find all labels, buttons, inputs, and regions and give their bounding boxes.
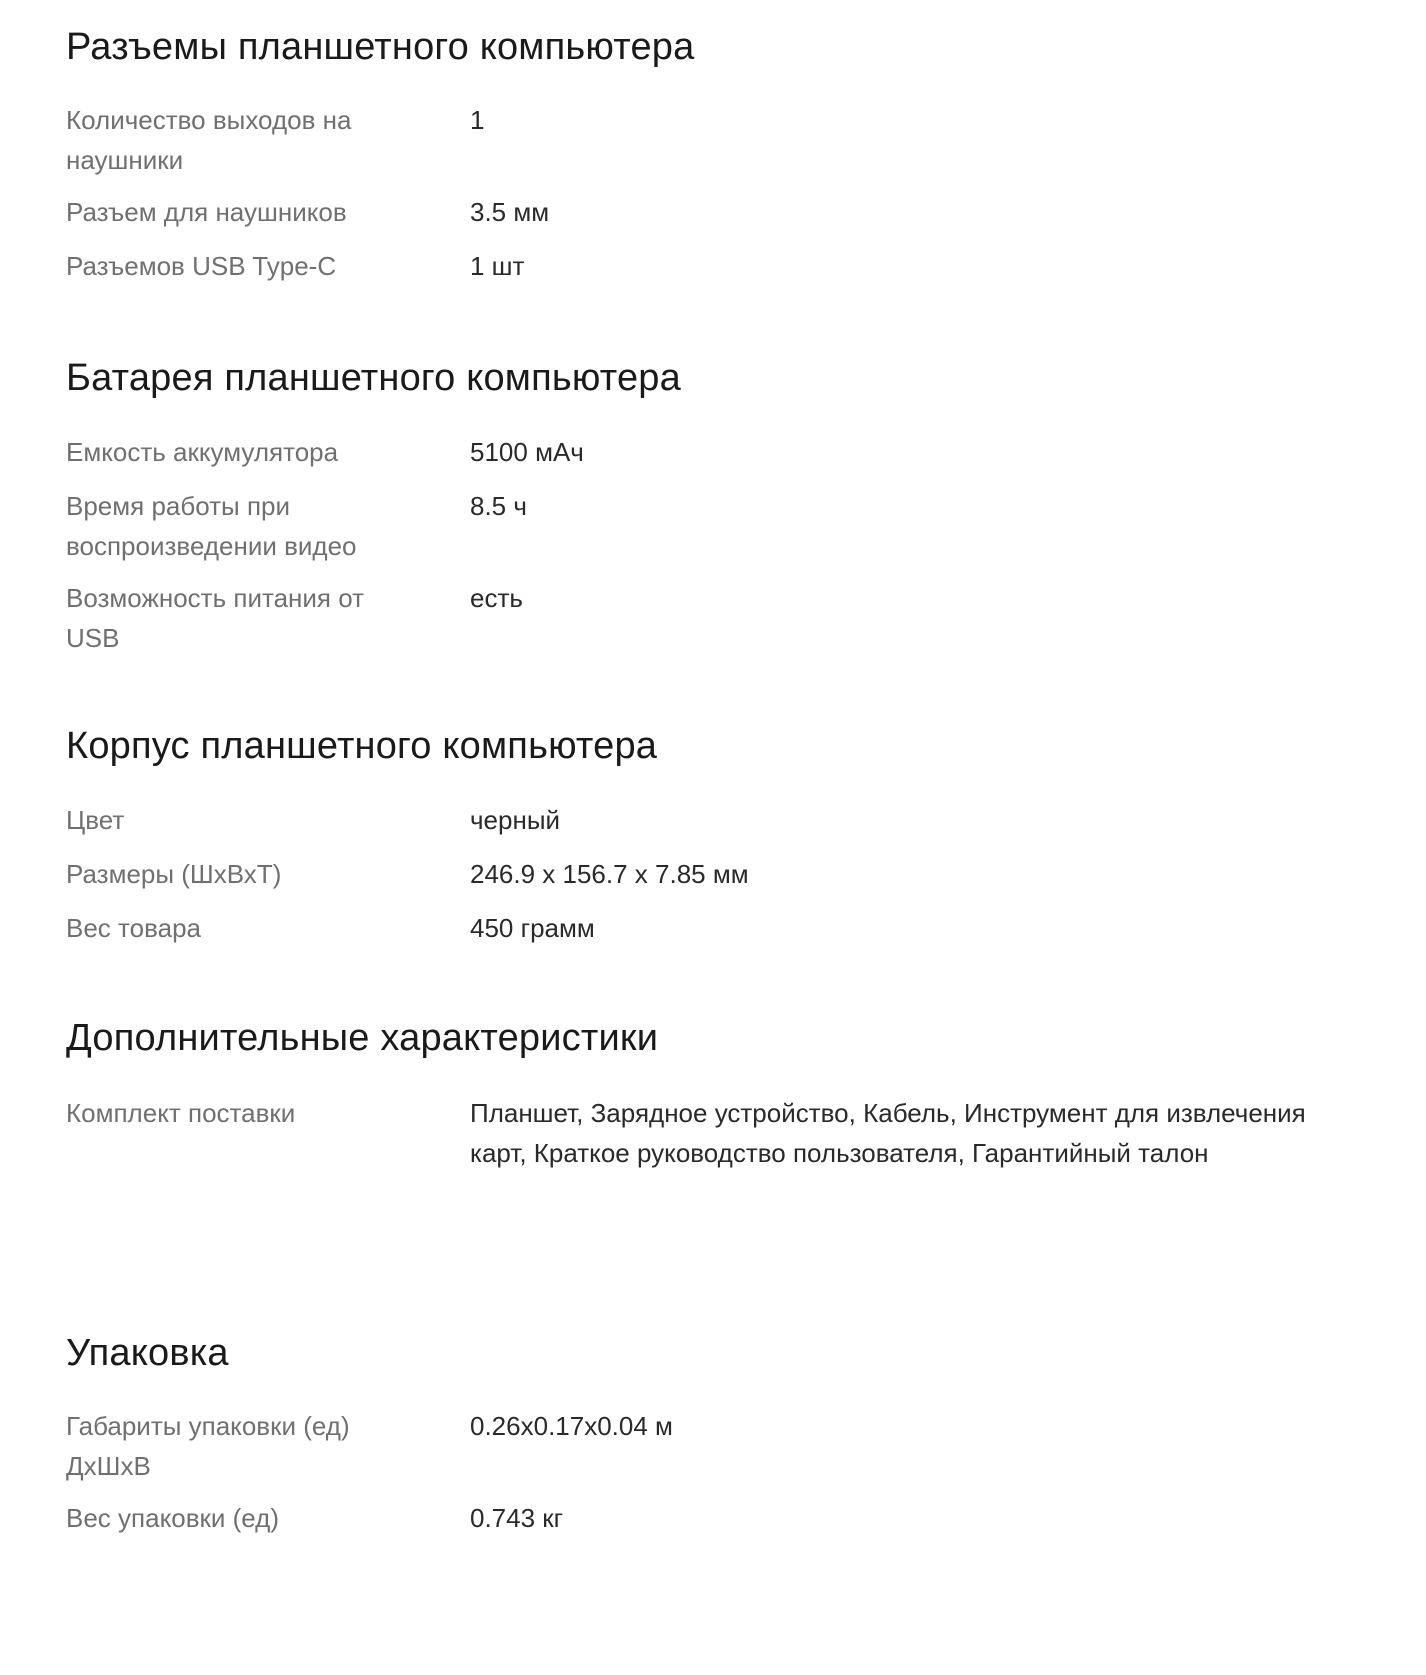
spec-label: Время работы при воспроизведении видео xyxy=(66,491,357,561)
spec-value: 0.26x0.17x0.04 м xyxy=(470,1411,673,1441)
spec-label: Размеры (ШхВхТ) xyxy=(66,859,282,889)
spec-value: 5100 мАч xyxy=(470,437,584,467)
section-title: Батарея планшетного компьютера xyxy=(66,357,681,399)
section-packaging xyxy=(66,1330,1366,1533)
spec-label: Комплект поставки xyxy=(66,1098,296,1128)
spec-value: черный xyxy=(470,805,561,835)
spec-label: Вес упаковки (ед) xyxy=(66,1503,280,1533)
section-title: Разъемы планшетного компьютера xyxy=(66,26,695,68)
spec-label: Габариты упаковки (ед) ДхШхВ xyxy=(66,1411,350,1481)
section-body xyxy=(66,723,1366,943)
spec-value: 1 шт xyxy=(470,251,525,281)
spec-value: 246.9 x 156.7 x 7.85 мм xyxy=(470,859,749,889)
spec-label: Емкость аккумулятора xyxy=(66,437,339,467)
spec-label: Вес товара xyxy=(66,913,202,943)
spec-value: 3.5 мм xyxy=(470,197,550,227)
section-battery xyxy=(66,355,1366,653)
section-title: Корпус планшетного компьютера xyxy=(66,725,658,767)
section-additional xyxy=(66,1015,1366,1168)
spec-label: Количество выходов на наушники xyxy=(66,105,352,175)
spec-label: Разъемов USB Type-C xyxy=(66,251,337,281)
spec-value: 1 xyxy=(470,105,485,135)
section-title: Дополнительные характеристики xyxy=(66,1017,659,1059)
spec-value: есть xyxy=(470,583,523,613)
spec-label: Разъем для наушников xyxy=(66,197,347,227)
spec-label: Возможность питания от USB xyxy=(66,583,365,653)
spec-value: 0.743 кг xyxy=(470,1503,564,1533)
spec-value: 450 грамм xyxy=(470,913,595,943)
spec-value: Планшет, Зарядное устройство, Кабель, Инструмент для извлечения карт, Краткое руководство пользователя, Гарантийный талон xyxy=(470,1098,1306,1168)
spec-value: 8.5 ч xyxy=(470,491,527,521)
section-title: Упаковка xyxy=(66,1332,229,1374)
section-connectors xyxy=(66,24,1366,281)
spec-label: Цвет xyxy=(66,805,125,835)
